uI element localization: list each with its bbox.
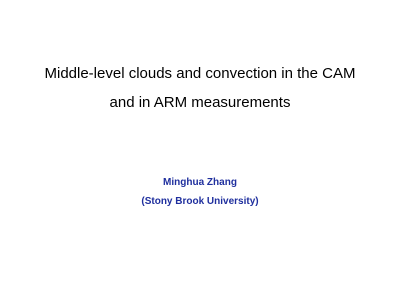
slide-title-line-2: and in ARM measurements (109, 94, 291, 111)
author-affiliation: (Stony Brook University) (141, 196, 259, 207)
slide-title-line-1: Middle-level clouds and convection in the CAM (44, 65, 356, 82)
author-name: Minghua Zhang (163, 177, 237, 188)
